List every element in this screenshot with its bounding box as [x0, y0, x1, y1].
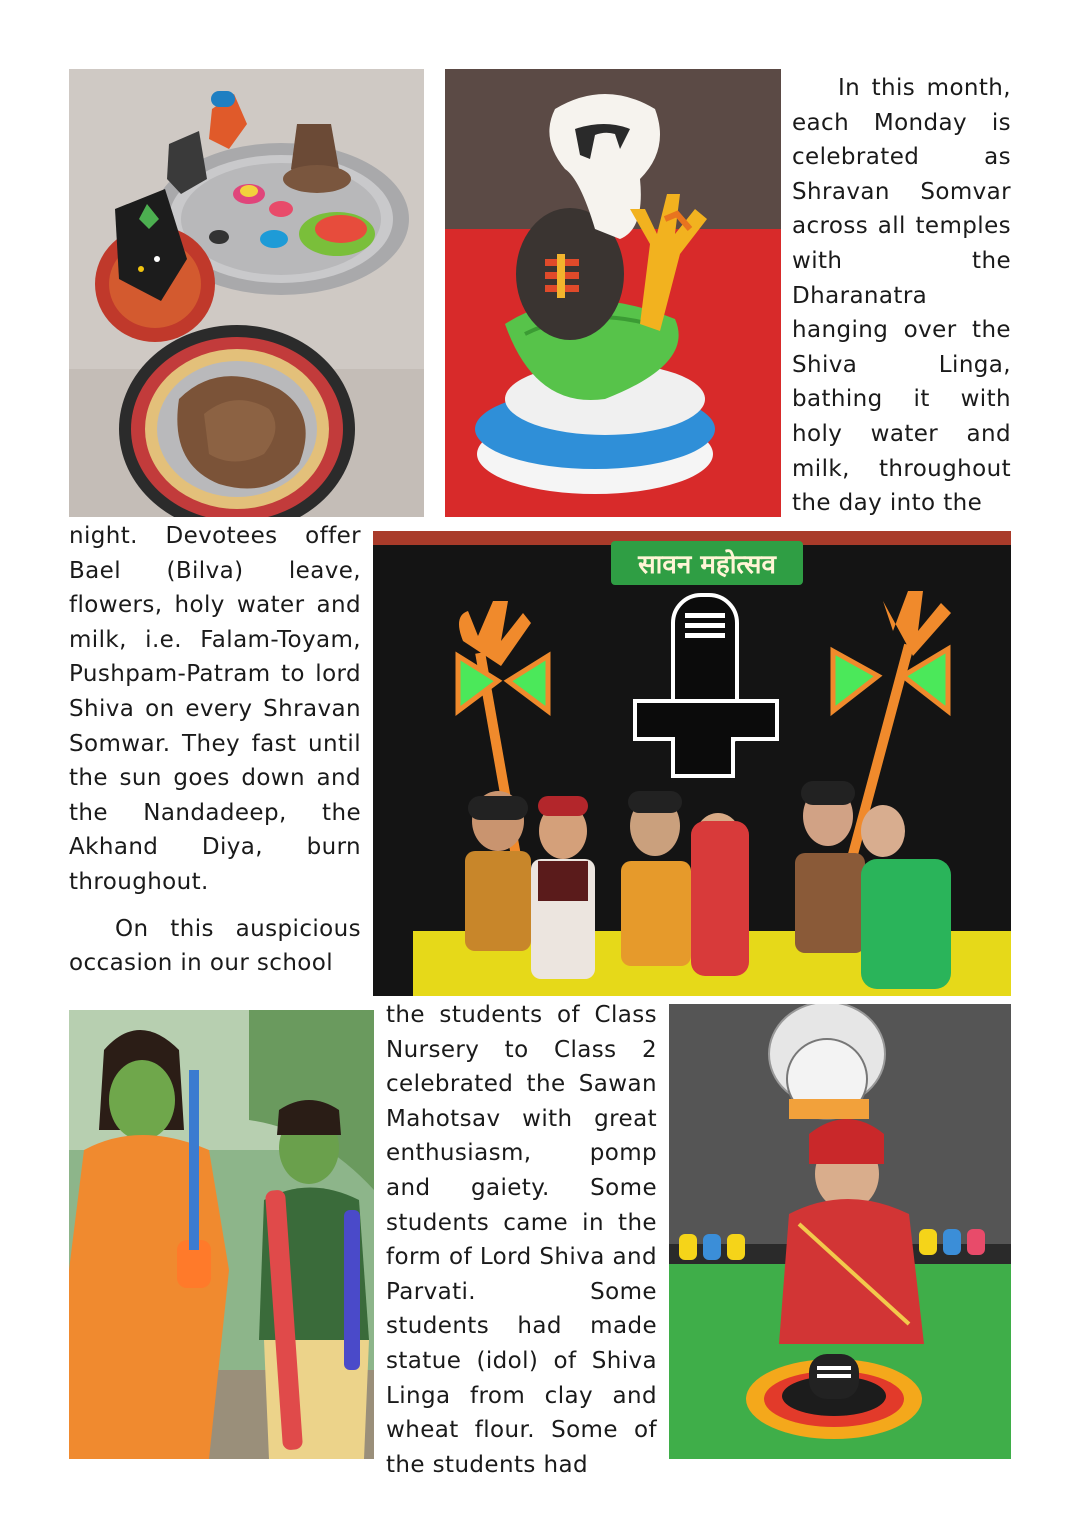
para1-part2-text: night. Devotees offer Bael (Bilva) leave, flowers, holy water and milk, i.e. Falam-Toyam, Pushpam-Patram to lord Shiva on every Shravan Somwar. They fast until the sun goes down and the Nandadeep, the Akhand Diya, burn throughout. — [69, 523, 361, 895]
para2-part1-text: On this auspicious occasion in our school — [69, 915, 361, 977]
photo-two-children — [69, 1010, 374, 1459]
article-para2-part2 — [386, 998, 657, 1482]
photo-stage-group — [373, 531, 1011, 996]
article-left-column — [69, 519, 361, 981]
photo-clay-thalis — [69, 69, 424, 517]
para1-part1-text: In this month, each Monday is celebrated as Shravan Somvar across all temples with the Dharanatra hanging over the Shiva Linga, bathing it with holy water and milk, throughout the day into the — [792, 75, 1011, 517]
para2-part2-text: the students of Class Nursery to Class 2 celebrated the Sawan Mahotsav with great enthusiasm, pomp and gaiety. Some students came in the form of Lord Shiva and Parvati. Some students had made statue (idol) of Shiva Linga from clay and wheat flour. Some of the students had — [386, 1002, 657, 1478]
photo-parvati-puja — [669, 1004, 1011, 1459]
banner-text: सावन महोत्सव — [638, 550, 776, 580]
article-para1-part1 — [792, 71, 1011, 521]
photo-clay-shivalinga — [445, 69, 781, 517]
